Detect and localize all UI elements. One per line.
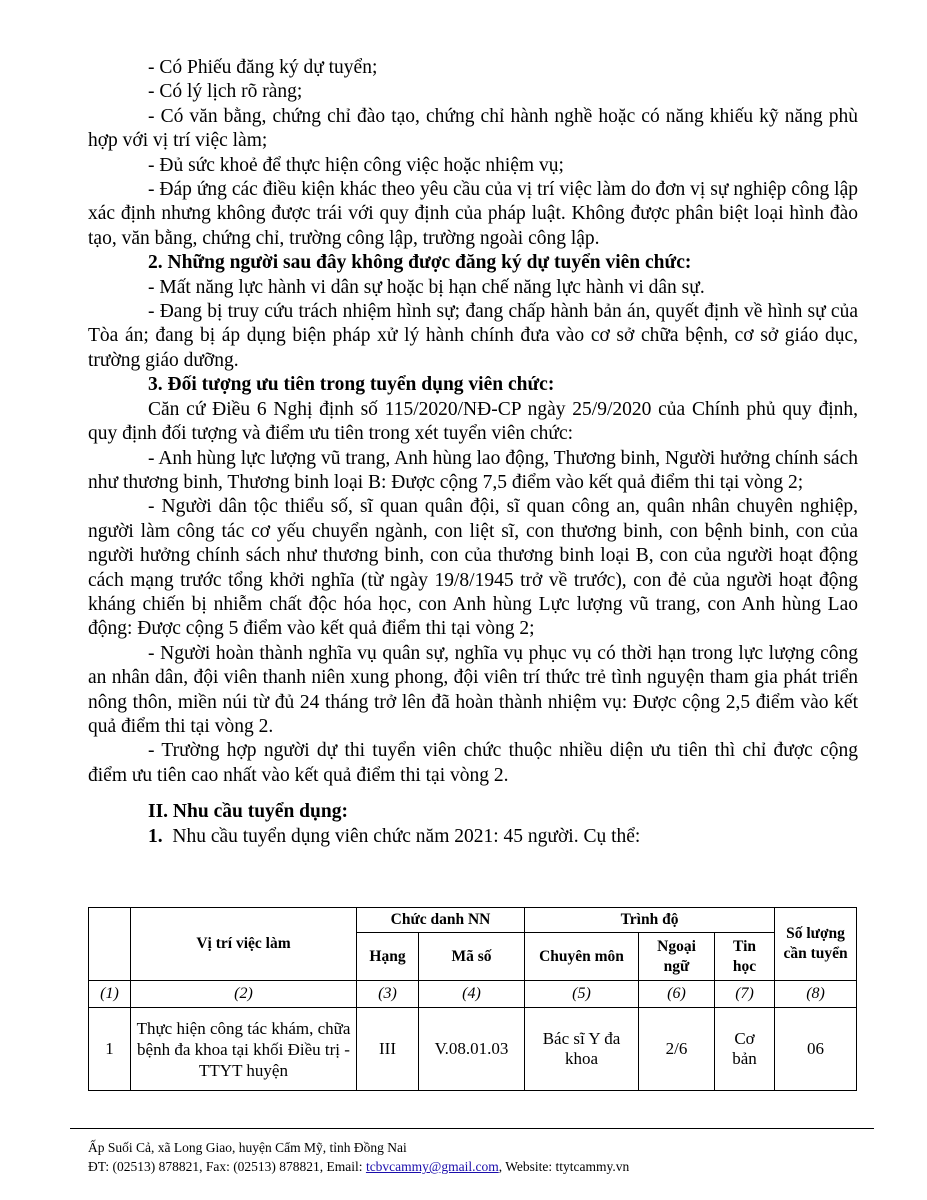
subheading: 2. Những người sau đây không được đăng ký dự tuyển viên chức: [148, 252, 692, 274]
index-cell: (3) [357, 981, 419, 1008]
footer-website: , Website: ttytcammy.vn [498, 1159, 630, 1174]
table-header-row [89, 908, 857, 933]
subsection-line [88, 825, 858, 849]
index-cell: (5) [525, 981, 639, 1008]
header-it: Tin học [715, 933, 775, 981]
paragraph: - Có lý lịch rõ ràng; [148, 81, 303, 103]
subsection-number: 1. [148, 825, 163, 847]
table-row [89, 1008, 857, 1091]
cell-position: Thực hiện công tác khám, chữa bệnh đa khoa tại khối Điều trị - TTYT huyện [131, 1008, 357, 1091]
paragraph: - Đang bị truy cứu trách nhiệm hình sự; đang chấp hành bản án, quyết định về hình sự của Tòa án; đang bị áp dụng biện pháp xử lý hành chính đưa vào cơ sở chữa bệnh, cơ sở giáo dục, trường giáo dưỡng. [88, 301, 858, 371]
footer-email-link[interactable]: tcbvcammy@gmail.com [365, 1159, 499, 1174]
cell-it: Cơ bản [715, 1008, 775, 1091]
header-specialty: Chuyên môn [525, 933, 639, 981]
index-cell: (7) [715, 981, 775, 1008]
footer-divider [70, 1128, 874, 1129]
header-position: Vị trí việc làm [131, 908, 357, 981]
header-no [89, 908, 131, 981]
header-rank: Hạng [357, 933, 419, 981]
footer-contact-prefix: ĐT: (02513) 878821, Fax: (02513) 878821, Email: [88, 1159, 366, 1174]
cell-rank: III [357, 1008, 419, 1091]
footer-contact [88, 1157, 629, 1176]
subsection-text: Nhu cầu tuyển dụng viên chức năm 2021: 45 người. Cụ thể: [172, 825, 641, 847]
index-cell: (1) [89, 981, 131, 1008]
paragraph: - Anh hùng lực lượng vũ trang, Anh hùng lao động, Thương binh, Người hưởng chính sách như thương binh, Thương binh loại B: Được cộng 7,5 điểm vào kết quả điểm thi tại vòng 2; [88, 447, 858, 493]
paragraph: Căn cứ Điều 6 Nghị định số 115/2020/NĐ-CP ngày 25/9/2020 của Chính phủ quy định, quy định đối tượng và điểm ưu tiên trong xét tuyển viên chức: [88, 398, 858, 445]
paragraph: - Đáp ứng các điều kiện khác theo yêu cầu của vị trí việc làm do đơn vị sự nghiệp công lập xác định nhưng không được trái với quy định của pháp luật. Không được phân biệt loại hình đào tạo, văn bằng, chứng chỉ, trường công lập, trường ngoài công lập. [88, 179, 858, 249]
table-index-row [89, 981, 857, 1008]
index-cell: (4) [419, 981, 525, 1008]
cell-specialty: Bác sĩ Y đa khoa [525, 1008, 639, 1091]
footer [88, 1138, 629, 1176]
recruitment-table [88, 907, 857, 1091]
document-body [88, 56, 858, 849]
index-cell: (6) [639, 981, 715, 1008]
cell-no: 1 [89, 1008, 131, 1091]
header-level-group: Trình độ [525, 908, 775, 933]
header-quantity: Số lượng cần tuyển [775, 908, 857, 981]
section-heading: II. Nhu cầu tuyển dụng: [148, 801, 348, 823]
header-language: Ngoại ngữ [639, 933, 715, 981]
cell-code: V.08.01.03 [419, 1008, 525, 1091]
paragraph: - Có văn bằng, chứng chỉ đào tạo, chứng chỉ hành nghề hoặc có năng khiếu kỹ năng phù hợp với vị trí việc làm; [88, 105, 858, 152]
paragraph: - Đủ sức khoẻ để thực hiện công việc hoặc nhiệm vụ; [148, 154, 564, 176]
paragraph-list [88, 56, 858, 788]
subheading: 3. Đối tượng ưu tiên trong tuyển dụng viên chức: [148, 374, 555, 396]
paragraph: - Có Phiếu đăng ký dự tuyển; [148, 57, 378, 78]
cell-quantity: 06 [775, 1008, 857, 1091]
footer-address: Ấp Suối Cả, xã Long Giao, huyện Cẩm Mỹ, tỉnh Đồng Nai [88, 1140, 407, 1155]
index-cell: (2) [131, 981, 357, 1008]
header-code: Mã số [419, 933, 525, 981]
cell-language: 2/6 [639, 1008, 715, 1091]
index-cell: (8) [775, 981, 857, 1008]
paragraph: - Người dân tộc thiểu số, sĩ quan quân đội, sĩ quan công an, quân nhân chuyên nghiệp, người làm công tác cơ yếu chuyển ngành, con liệt sĩ, con thương binh, con bệnh binh, con của người hưởng chính sách như thương binh, con của thương binh loại B, con của người hoạt động cách mạng trước tổng khởi nghĩa (từ ngày 19/8/1945 trở về trước), con đẻ của người hoạt động kháng chiến bị nhiễm chất độc hóa học, con Anh hùng Lực lượng vũ trang, con Anh hùng Lao động: Được cộng 5 điểm vào kết quả điểm thi tại vòng 2; [88, 496, 858, 640]
paragraph: - Mất năng lực hành vi dân sự hoặc bị hạn chế năng lực hành vi dân sự. [148, 276, 705, 298]
paragraph: - Người hoàn thành nghĩa vụ quân sự, nghĩa vụ phục vụ có thời hạn trong lực lượng công an nhân dân, đội viên thanh niên xung phong, đội viên trí thức trẻ tình nguyện tham gia phát triển nông thôn, miền núi từ đủ 24 tháng trở lên đã hoàn thành nhiệm vụ: Được cộng 2,5 điểm vào kết quả điểm thi tại vòng 2. [88, 642, 858, 737]
paragraph: - Trường hợp người dự thi tuyển viên chức thuộc nhiều diện ưu tiên thì chỉ được cộng điểm ưu tiên cao nhất vào kết quả điểm thi tại vòng 2. [88, 740, 858, 786]
header-title-group: Chức danh NN [357, 908, 525, 933]
